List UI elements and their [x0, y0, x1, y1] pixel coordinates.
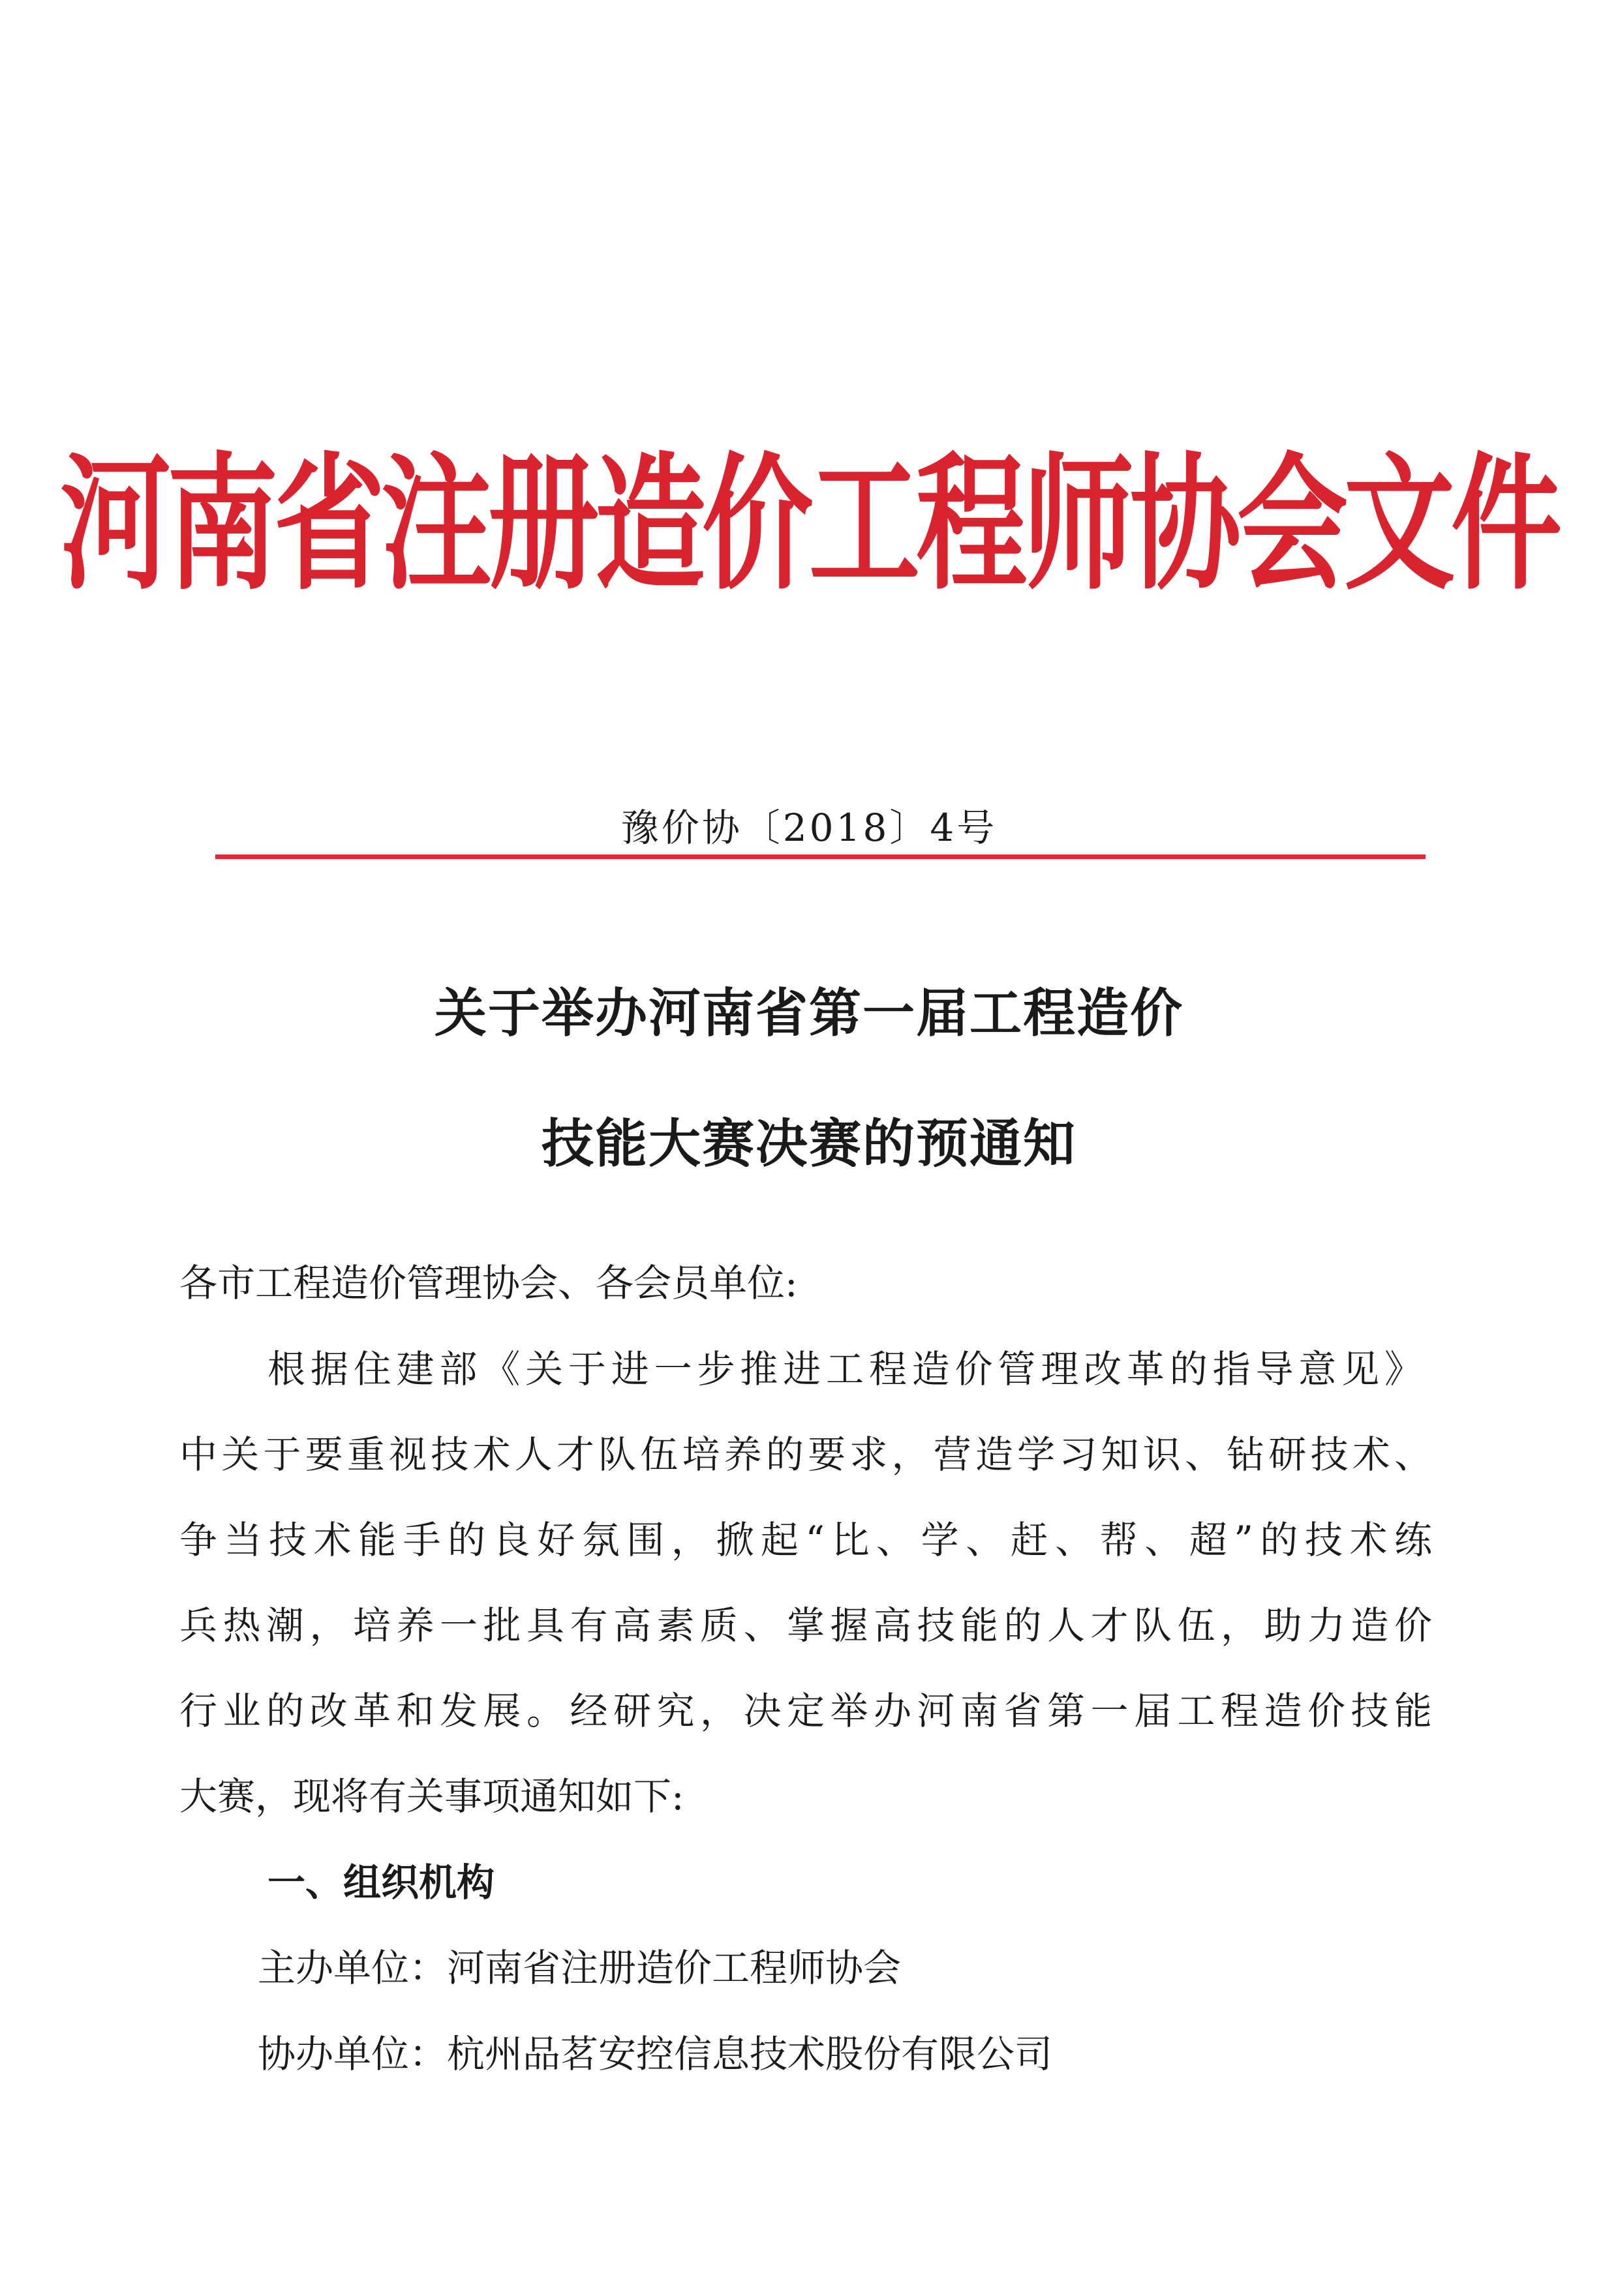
- notice-title-line-2: 技能大赛决赛的预通知: [542, 1113, 1076, 1174]
- organizer-line: 主办单位：河南省注册造价工程师协会: [258, 1946, 902, 1990]
- paragraph-line: 中关于要重视技术人才队伍培养的要求，营造学习知识、钻研技术、: [179, 1432, 1432, 1477]
- document-number: 豫价协〔2018〕4号: [620, 806, 998, 850]
- co-organizer-line: 协办单位：杭州品茗安控信息技术股份有限公司: [258, 2032, 1053, 2076]
- paragraph-line: 争当技术能手的良好氛围，掀起“比、学、赶、帮、超”的技术练: [179, 1518, 1432, 1562]
- salutation: 各市工程造价管理协会、各会员单位:: [179, 1261, 798, 1305]
- paragraph-line: 根据住建部《关于进一步推进工程造价管理改革的指导意见》: [267, 1347, 1422, 1391]
- notice-title-line-1: 关于举办河南省第一届工程造价: [435, 982, 1183, 1044]
- document-header-title: 河南省注册造价工程师协会文件: [60, 440, 1559, 611]
- section-heading-organization: 一、组织机构: [267, 1860, 495, 1905]
- paragraph-line: 行业的改革和发展。经研究，决定举办河南省第一届工程造价技能: [179, 1689, 1432, 1733]
- paragraph-line: 大赛，现将有关事项通知如下:: [179, 1774, 684, 1819]
- header-divider-line: [215, 854, 1426, 859]
- paragraph-line: 兵热潮，培养一批具有高素质、掌握高技能的人才队伍，助力造价: [179, 1603, 1432, 1648]
